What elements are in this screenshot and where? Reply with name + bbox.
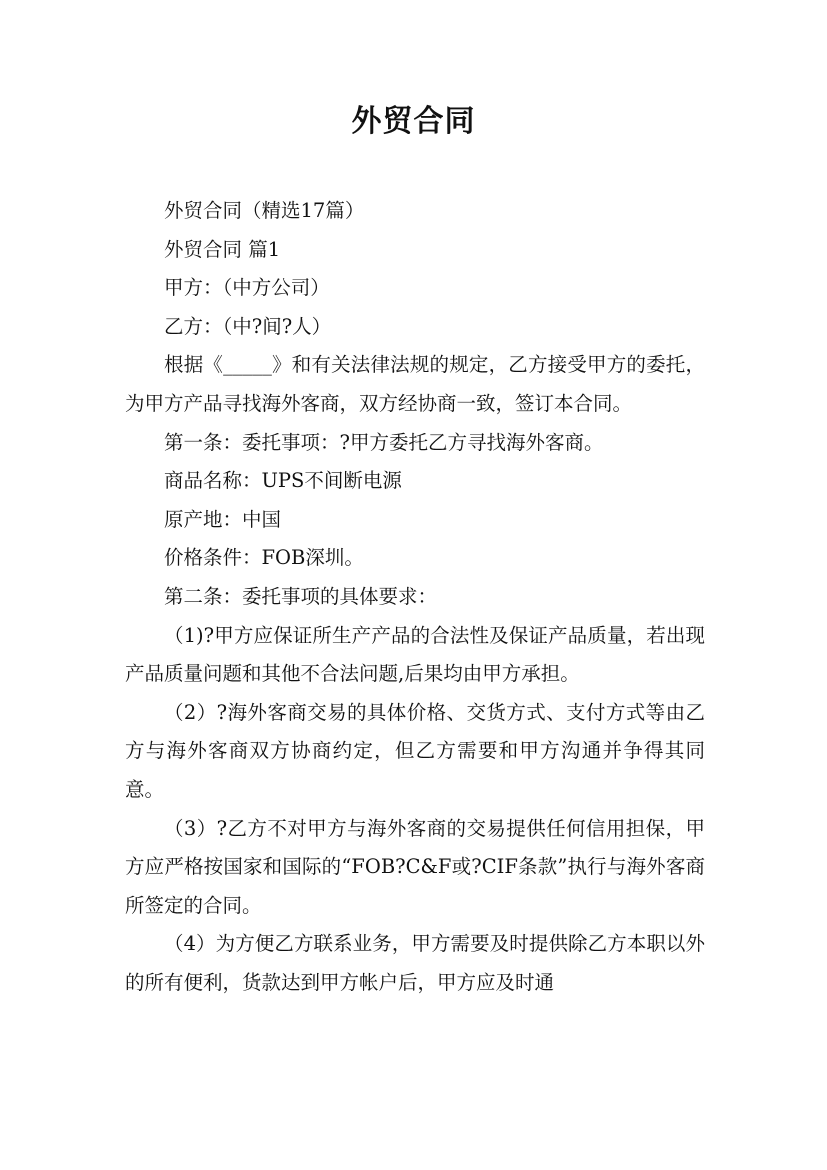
- paragraph: （4）为方便乙方联系业务，甲方需要及时提供除乙方本职以外的所有便利，货款达到甲方帐户后，甲方应及时通: [125, 932, 705, 994]
- paragraph: 乙方：（中?间?人）: [164, 314, 332, 338]
- paragraph: 外贸合同（精选17篇）: [164, 199, 365, 222]
- paragraph: （3）?乙方不对甲方与海外客商的交易提供任何信用担保，甲方应严格按国家和国际的“FOB?C&F或?CIF条款”执行与海外客商所签定的合同。: [125, 816, 705, 917]
- document-title: 外贸合同: [351, 104, 476, 139]
- document-body: [125, 192, 705, 1002]
- paragraph: 第一条：委托事项：?甲方委托乙方寻找海外客商。: [164, 430, 604, 454]
- paragraph: 甲方：（中方公司）: [164, 276, 330, 300]
- paragraph: 第二条：委托事项的具体要求：: [164, 584, 438, 608]
- paragraph: 价格条件：FOB深圳。: [164, 546, 364, 570]
- paragraph: （1)?甲方应保证所生产产品的合法性及保证产品质量，若出现产品质量问题和其他不合法问题,后果均由甲方承担。: [125, 623, 705, 686]
- paragraph: 原产地：中国: [164, 507, 282, 531]
- paragraph: 商品名称：UPS不间断电源: [164, 469, 402, 493]
- paragraph: 根据《_____》和有关法律法规的规定，乙方接受甲方的委托，为甲方产品寻找海外客商，双方经协商一致，签订本合同。: [125, 353, 705, 415]
- paragraph: （2）?海外客商交易的具体价格、交货方式、支付方式等由乙方与海外客商双方协商约定，但乙方需要和甲方沟通并争得其同意。: [125, 700, 705, 801]
- paragraph: 外贸合同 篇1: [164, 237, 281, 261]
